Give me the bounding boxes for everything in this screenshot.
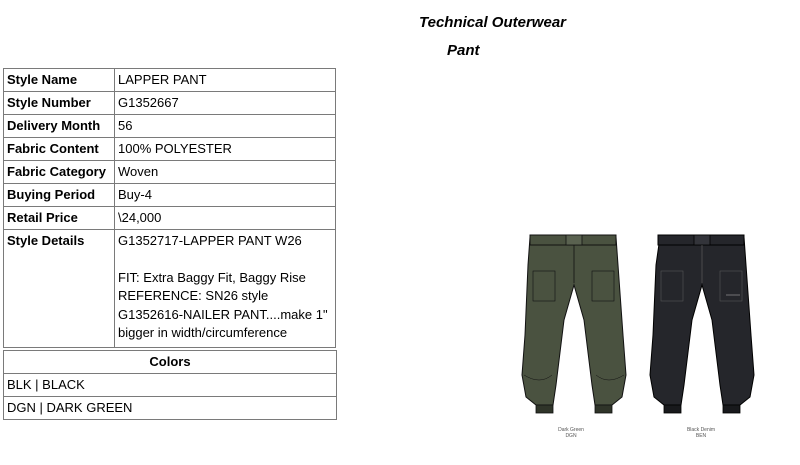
table-row — [4, 115, 336, 138]
spec-label: Style Name — [4, 69, 115, 92]
right-pant-caption — [676, 427, 726, 439]
color-item: BLK | BLACK — [4, 374, 337, 397]
spec-label: Retail Price — [4, 207, 115, 230]
colors-header: Colors — [4, 351, 337, 374]
style-details — [115, 230, 336, 348]
table-row — [4, 207, 336, 230]
color-item: DGN | DARK GREEN — [4, 397, 337, 420]
spec-label: Fabric Content — [4, 138, 115, 161]
table-row — [4, 374, 337, 397]
pant-sketch-black — [650, 235, 754, 413]
spec-table — [3, 68, 336, 348]
details-line: REFERENCE: SN26 style — [118, 288, 269, 303]
spec-label: Delivery Month — [4, 115, 115, 138]
spec-value: Woven — [115, 161, 336, 184]
pant-sketch-green — [522, 235, 626, 413]
spec-value: 100% POLYESTER — [115, 138, 336, 161]
left-pant-caption — [546, 427, 596, 439]
caption-line: Dark Green — [558, 427, 584, 433]
spec-value: \24,000 — [115, 207, 336, 230]
spec-label: Buying Period — [4, 184, 115, 207]
spec-value: Buy-4 — [115, 184, 336, 207]
spec-label: Style Details — [4, 230, 115, 348]
spec-value: LAPPER PANT — [115, 69, 336, 92]
table-row — [4, 184, 336, 207]
spec-label: Fabric Category — [4, 161, 115, 184]
details-gap — [118, 251, 332, 269]
pant-sketches — [500, 225, 780, 460]
table-row — [4, 351, 337, 374]
table-row — [4, 161, 336, 184]
table-row — [4, 92, 336, 115]
caption-line: DGN — [565, 433, 577, 439]
spec-value: 56 — [115, 115, 336, 138]
details-line: G1352717-LAPPER PANT W26 — [118, 233, 302, 248]
table-row — [4, 138, 336, 161]
document-subtitle: Pant — [447, 42, 480, 59]
table-row — [4, 397, 337, 420]
table-row — [4, 230, 336, 348]
caption-line: Black Denim — [686, 427, 716, 433]
colors-table — [3, 350, 337, 420]
details-line: FIT: Extra Baggy Fit, Baggy Rise — [118, 269, 306, 285]
caption-line: BEN — [695, 433, 707, 439]
table-row — [4, 69, 336, 92]
spec-label: Style Number — [4, 92, 115, 115]
spec-value: G1352667 — [115, 92, 336, 115]
details-line: G1352616-NAILER PANT....make 1" — [118, 306, 328, 322]
details-line: bigger in width/circumference — [118, 325, 288, 340]
document-title: Technical Outerwear — [419, 14, 566, 31]
pant-sketch-svg — [500, 225, 780, 460]
